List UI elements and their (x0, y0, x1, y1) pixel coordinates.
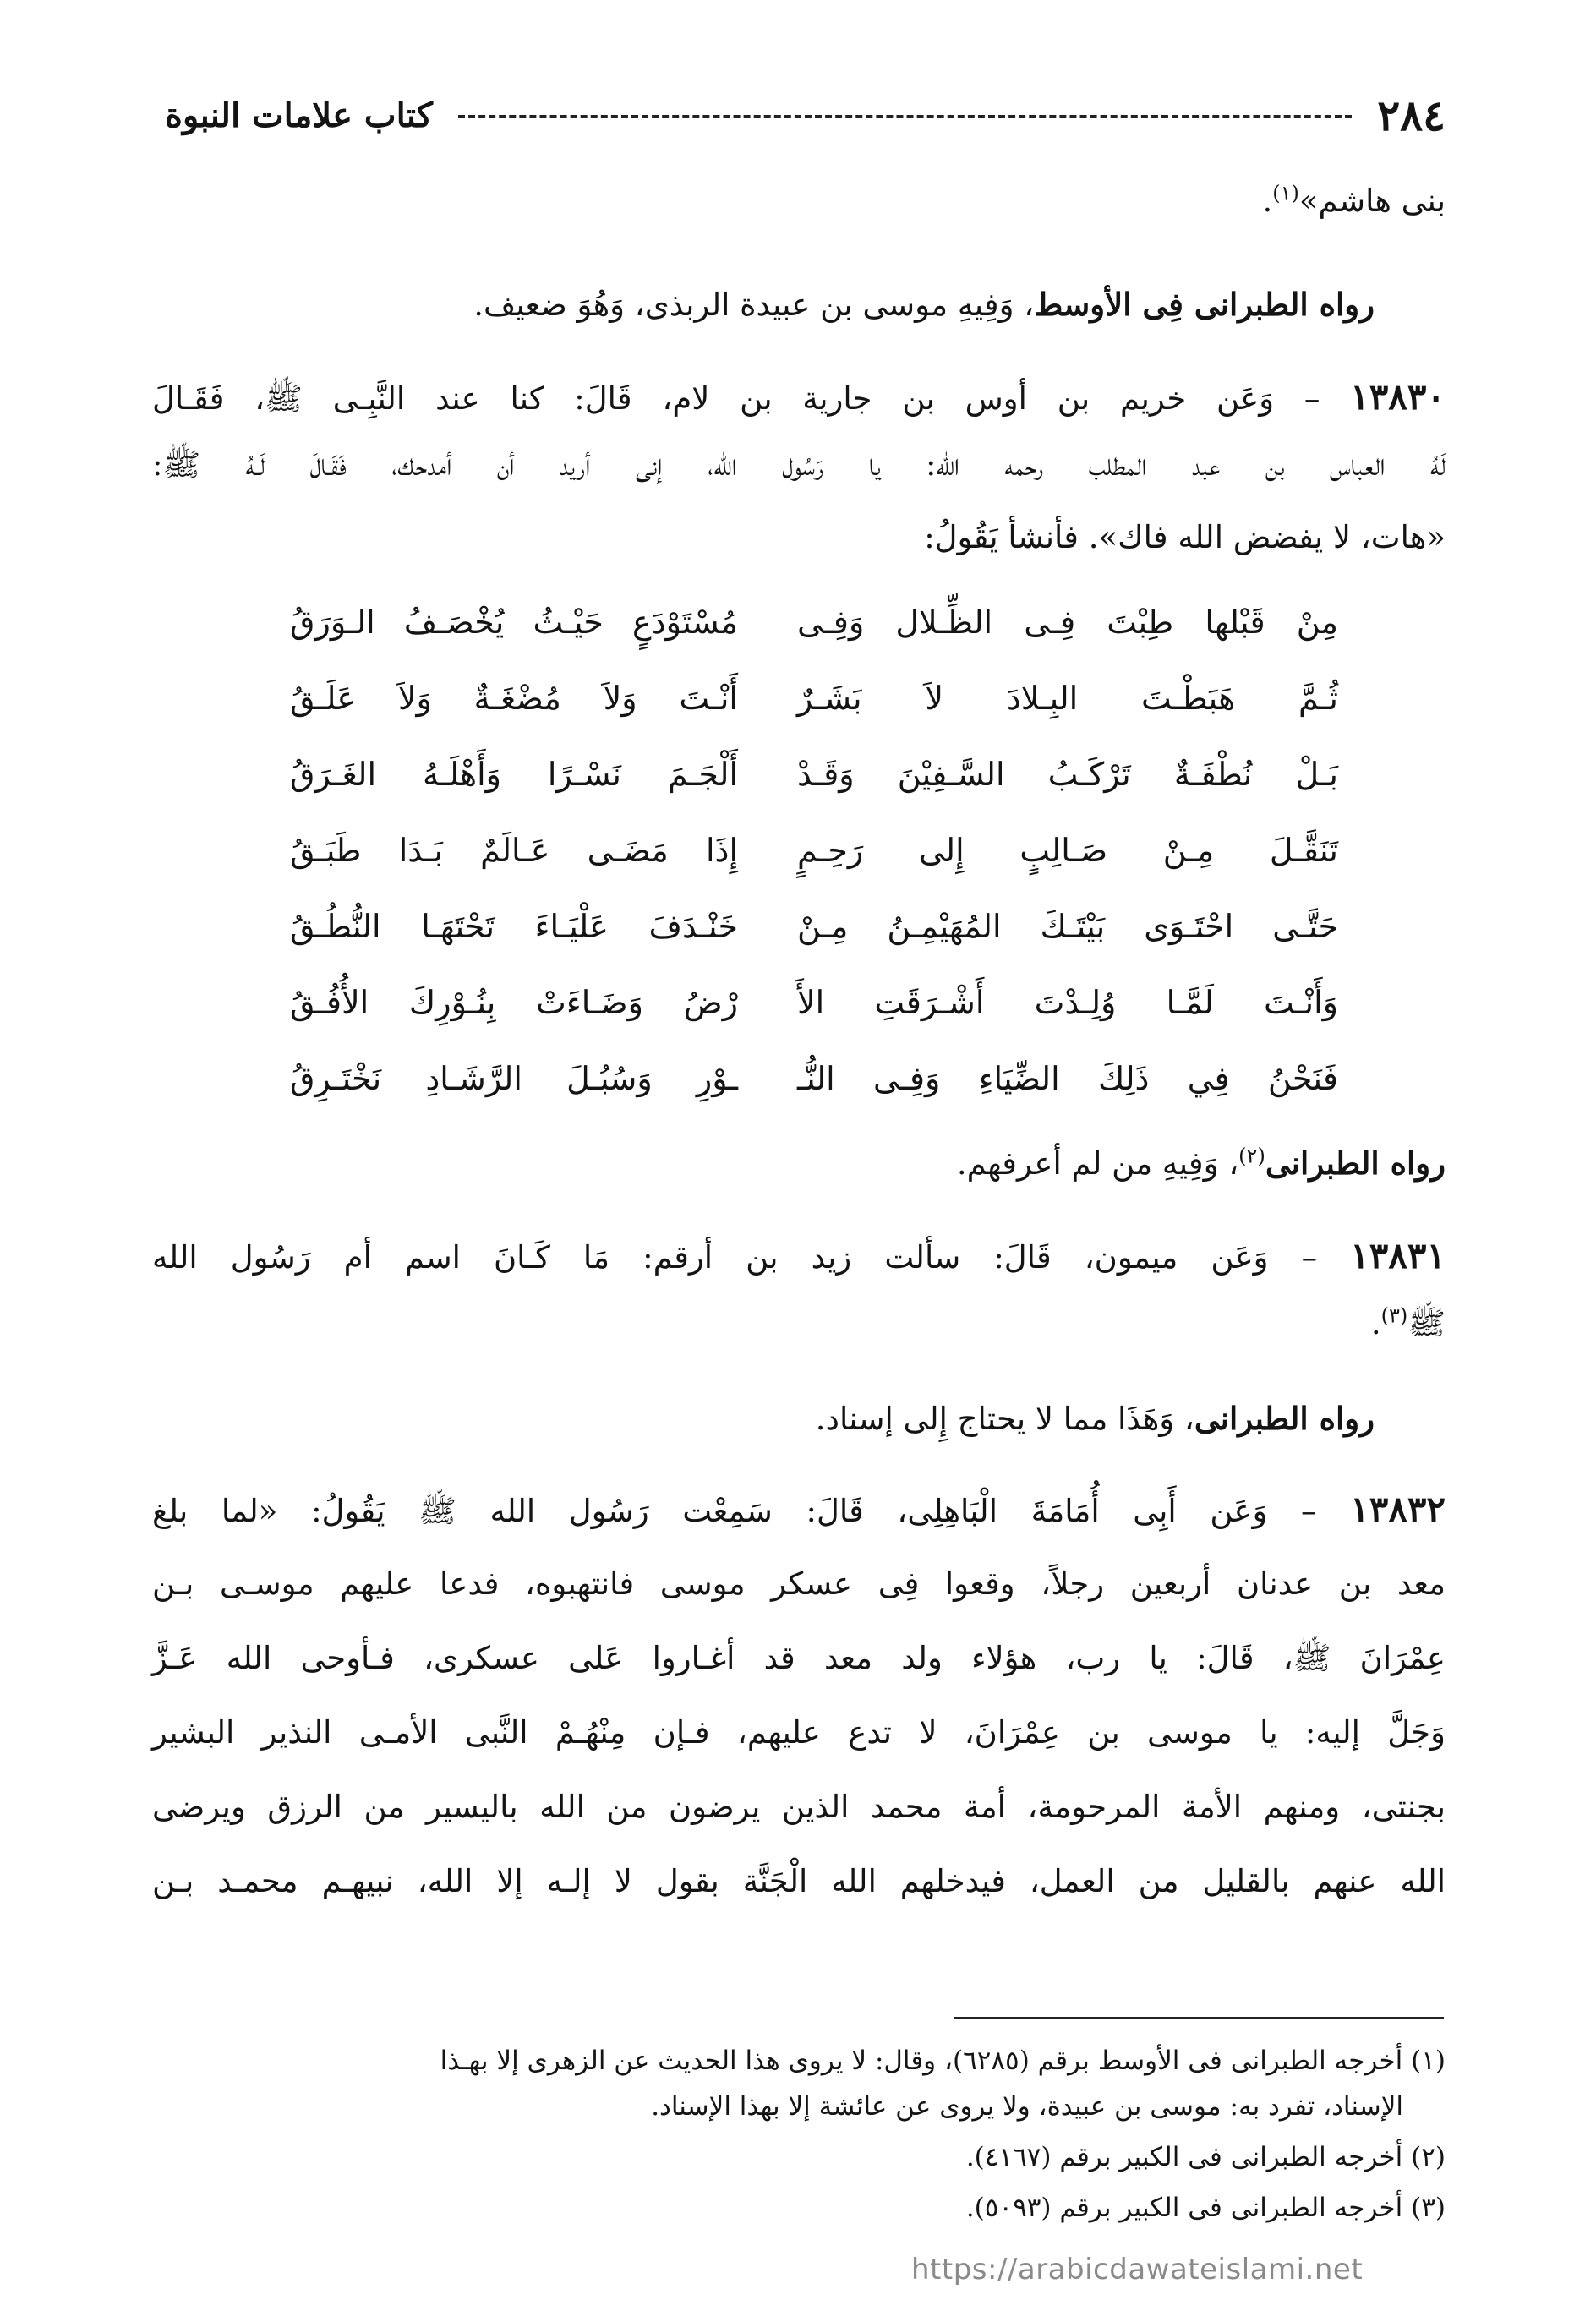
poem-hemistich-right: فَنَحْنُ فِي ذَلِكَ الضِّيَاءِ وَفِـى النُّـ (797, 1060, 1338, 1097)
footnote-3: (٣) أخرجه الطبرانى فى الكبير برقم (٥٠٩٣). (965, 2193, 1446, 2223)
poem-hemistich-right: حَتَّـى احْتَـوَى بَيْتَـكَ المُهَيْمِـنُ مِـنْ (797, 908, 1338, 945)
footnote-1-line-1: (١) أخرجه الطبرانى فى الأوسط برقم (٦٢٨٥)، وقال: لا يروى هذا الحديث عن الزهرى إلا بهـذا (440, 2046, 1446, 2076)
hadith-number: ١٣٨٣٠ (1350, 376, 1446, 418)
footnote-ref[interactable]: (٣) (1380, 1303, 1408, 1328)
source-line: رواه الطبرانى، وَهَذَا مما لا يحتاج إِلى إسناد. (815, 1400, 1375, 1437)
hadith-number: ١٣٨٣٢ (1350, 1489, 1446, 1530)
footnote-ref[interactable]: (١) (1272, 181, 1299, 205)
hadith-number: ١٣٨٣١ (1350, 1235, 1446, 1276)
hadith-13832-line-4: وَجَلَّ إليه: يا موسى بن عِمْرَانَ، لا تدع عليهم، فـإن مِنْهُـمْ النَّبى الأمـى النذير البشير (152, 1714, 1446, 1751)
source-line: رواه الطبرانى فِى الأوسط، وَفِيهِ موسى بن عبيدة الربذى، وَهُوَ ضعيف. (473, 286, 1375, 323)
watermark-url: https://arabicdawateislami.net (911, 2253, 1364, 2286)
hadith-13830-line-1: ١٣٨٣٠ – وَعَن خريم بن أوس بن جارية بن لام، قَالَ: كنا عند النَّبِـى ﷺ، فَقَـالَ (152, 376, 1446, 418)
footnote-separator (954, 2017, 1444, 2019)
hadith-13832-line-3: عِمْرَانَ ﷺ، قَالَ: يا رب، هؤلاء ولد معد قد أغـاروا عَلى عسكرى، فـأوحى الله عَـزَّ (152, 1640, 1446, 1676)
poem-hemistich-left: خَنْـدَفَ عَلْيَـاءَ تَحْتَهَـا النُّطُـقُ (290, 908, 738, 945)
page-number: ٢٨٤ (1377, 90, 1446, 140)
poem-hemistich-right: وَأَنْـتَ لَمَّـا وُلِـدْتَ أَشْـرَقَتِ الأَ (797, 984, 1338, 1021)
poem-hemistich-right: ثُـمَّ هَبَطْـتَ البِـلادَ لاَ بَشَـرٌ (797, 680, 1338, 717)
poem-hemistich-left: ـوْرِ وَسُبُـلَ الرَّشَـادِ نَخْتَـرِقُ (290, 1060, 738, 1097)
hadith-13832-line-2: معد بن عدنان أربعين رجلاً، وقعوا فِى عسكر موسى فانتهبوه، فدعا عليهم موسـى بـن (152, 1565, 1446, 1602)
hadith-13832-line-6: الله عنهم بالقليل من العمل، فيدخلهم الله الْجَنَّة بقول لا إلـه إلا الله، نبيهـم محمـد بـن (152, 1863, 1446, 1899)
page-header (165, 91, 1446, 139)
hadith-13830-line-2: لَهُ العباس بن عبد المطلب رحمه الله: يا رَسُول الله، إنى أريد أن أمدحك، فَقَـالَ لَـهُ ﷺ: (152, 446, 1446, 483)
poem-hemistich-left: أَنْـتَ وَلاَ مُضْغَـةٌ وَلاَ عَلَـقُ (290, 680, 738, 717)
footnote-1-line-2: الإسناد، تفرد به: موسى بن عبيدة، ولا يروى عن عائشة إلا بهذا الإسناد. (651, 2091, 1403, 2122)
text-line: بنى هاشم»$^{(١)}$. (1262, 181, 1446, 219)
poem-hemistich-left: مُسْتَوْدَعٍ حَيْـثُ يُخْصَـفُ الـوَرَقُ (290, 604, 738, 641)
source-line: رواه الطبرانى$^{(٢)}$، وَفِيهِ من لم أعرفهم. (956, 1144, 1446, 1182)
poem-hemistich-left: رْضُ وَضَـاءَتْ بِنُـوْرِكَ الأُفُـقُ (290, 984, 738, 1021)
poem-hemistich-left: إِذَا مَضَـى عَـالَمٌ بَـدَا طَبَـقُ (290, 832, 738, 869)
running-title: كتاب علامات النبوة (165, 95, 433, 135)
poem-hemistich-left: أَلْجَـمَ نَسْـرًا وَأَهْلَـهُ الغَـرَقُ (290, 756, 738, 793)
hadith-13832-line-5: بجنتى، ومنهم الأمة المرحومة، أمة محمد الذين يرضون من الله باليسير من الرزق ويرضى (152, 1789, 1446, 1825)
hadith-13830-line-3: «هات، لا يفضض الله فاك». فأنشأ يَقُولُ: (924, 519, 1446, 555)
poem-hemistich-right: تَنَقَّـلَ مِـنْ صَـالِبٍ إِلى رَحِـمٍ (797, 832, 1338, 869)
hadith-13831-line-2: ﷺ$^{(٣)}$. (1370, 1303, 1446, 1341)
footnote-ref[interactable]: (٢) (1238, 1144, 1265, 1168)
hadith-13831-line-1: ١٣٨٣١ – وَعَن ميمون، قَالَ: سألت زيد بن أرقم: مَا كَـانَ اسم أم رَسُول الله (152, 1235, 1446, 1276)
poem-hemistich-right: بَـلْ نُطْفَـةٌ تَرْكَـبُ السَّـفِيْنَ وَقَـدْ (797, 756, 1338, 793)
footnote-2: (٢) أخرجه الطبرانى فى الكبير برقم (٤١٦٧). (965, 2142, 1446, 2172)
header-rule (458, 115, 1353, 118)
hadith-13832-line-1: ١٣٨٣٢ – وَعَن أَبِى أُمَامَةَ الْبَاهِلِى، قَالَ: سَمِعْت رَسُول الله ﷺ يَقُولُ: «لما بلغ (152, 1489, 1446, 1530)
poem-hemistich-right: مِنْ قَبْلها طِبْتَ فِـى الظِّـلال وَفِـى (797, 604, 1338, 641)
